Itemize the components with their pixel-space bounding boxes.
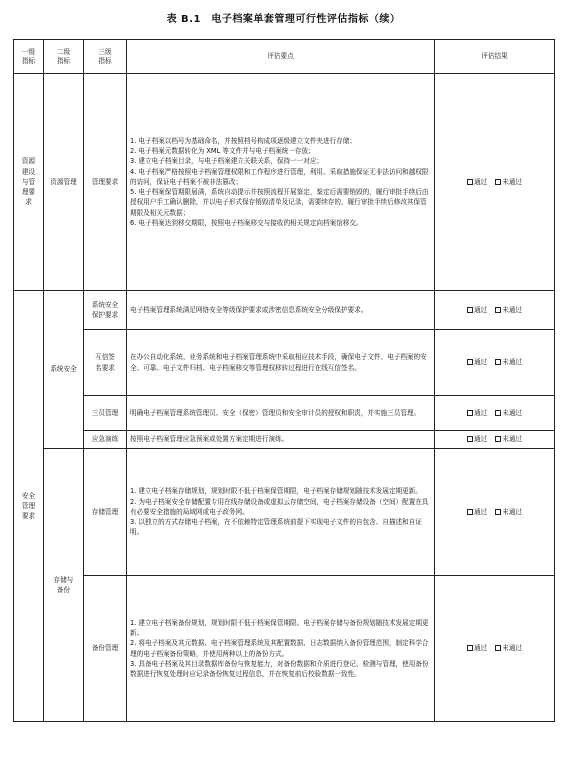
fail-checkbox[interactable]: 未通过 [495, 306, 522, 314]
fail-checkbox[interactable]: 未通过 [495, 178, 522, 186]
header-level3: 三级 指标 [84, 40, 127, 74]
level3-cell: 应急演练 [84, 431, 127, 449]
table-row [14, 576, 555, 722]
table-row [14, 74, 555, 291]
table-row [14, 431, 555, 449]
pass-checkbox[interactable]: 通过 [467, 358, 487, 366]
level1-cell: 安全 管理 要求 [14, 291, 44, 722]
points-cell: 1. 建立电子档案备份规划，规划时限不低于档案保管期限。电子档案存储与备份规划随技术发展定期更新。 2. 将电子档案及其元数据、电子档案管理系统及其配置数据、日志数据纳入备份管理范围，制定科学合理的电子档案备份策略，并使用两种以上的备份方式。 3. 具备电子档案及其目录数据库备份与恢复能力，对备份数据和介质进行登记、检测与管理，使用备份数据进行恢复处理时应记录备份恢复过程信息，并在恢复前后校验数据一致性。 [127, 576, 435, 722]
points-cell: 明确电子档案管理系统管理员、安全（保密）管理员和安全审计员的授权和职责，并实施三员管理。 [127, 396, 435, 431]
result-cell [435, 431, 555, 449]
pass-checkbox[interactable]: 通过 [467, 178, 487, 186]
points-cell: 按照电子档案管理应急预案或处置方案定期进行演练。 [127, 431, 435, 449]
level2-cell: 系统安全 [44, 291, 84, 449]
points-cell: 1. 建立电子档案存储规划，规划时限不低于档案保管期限，电子档案存储规划随技术发展定期更新。 2. 为电子档案安全存储配置专用在线存储设备或虚拟云存储空间，电子档案存储设备（空间）配置在具有必要安全措施的局域网或电子政务网。 3. 以独立的方式存储电子档案，在不依赖特定管理系统前提下实现电子文件的自包含、自描述和自证明。 [127, 449, 435, 576]
result-cell [435, 291, 555, 330]
pass-checkbox[interactable]: 通过 [467, 508, 487, 516]
result-cell [435, 576, 555, 722]
header-level1: 一级 指标 [14, 40, 44, 74]
points-cell: 电子档案管理系统满足网络安全等级保护要求或涉密信息系统安全分级保护要求。 [127, 291, 435, 330]
level2-cell: 存储与 备份 [44, 449, 84, 722]
pass-checkbox[interactable]: 通过 [467, 435, 487, 443]
level3-cell: 互信签 名要求 [84, 330, 127, 396]
level3-cell: 存储管理 [84, 449, 127, 576]
fail-checkbox[interactable]: 未通过 [495, 508, 522, 516]
fail-checkbox[interactable]: 未通过 [495, 435, 522, 443]
pass-checkbox[interactable]: 通过 [467, 409, 487, 417]
result-cell [435, 449, 555, 576]
result-cell [435, 74, 555, 291]
level3-cell: 三员管理 [84, 396, 127, 431]
table-row [14, 291, 555, 330]
header-result: 评估结果 [435, 40, 555, 74]
table-row [14, 330, 555, 396]
points-cell: 在办公自动化系统、业务系统和电子档案管理系统中采取相应技术手段，确保电子文件、电子档案的安全、可靠。电子文件归档、电子档案移交等管理权移转过程进行在线互信签名。 [127, 330, 435, 396]
fail-checkbox[interactable]: 未通过 [495, 409, 522, 417]
level3-cell: 备份管理 [84, 576, 127, 722]
table-row [14, 396, 555, 431]
pass-checkbox[interactable]: 通过 [467, 644, 487, 652]
result-cell [435, 396, 555, 431]
level1-cell: 资源 建设 与管 理要 求 [14, 74, 44, 291]
fail-checkbox[interactable]: 未通过 [495, 644, 522, 652]
level3-cell: 系统安全 保护要求 [84, 291, 127, 330]
header-level2: 二级 指标 [44, 40, 84, 74]
result-cell [435, 330, 555, 396]
table-title: 表 B.1 电子档案单套管理可行性评估指标（续） [166, 14, 401, 25]
level2-cell: 资源管理 [44, 74, 84, 291]
table-row [14, 449, 555, 576]
fail-checkbox[interactable]: 未通过 [495, 358, 522, 366]
evaluation-table [13, 39, 555, 722]
header-row [14, 40, 555, 74]
points-cell: 1. 电子档案以档号为基础命名，并按照档号构成项逐级建立文件夹进行存储； 2. 电子档案元数据转化为 XML 等文件并与电子档案统一存放； 3. 建立电子档案目录，与电子档案建立关联关系，保持一一对应； 4. 电子档案严格按照电子档案管理权限和工作程序进行管理，利用、采取措施保证无非法访问和越权限的访问，保证电子档案不被非法篡改； 5. 电子档案保管期限届满，系统自动提示并按照流程开展鉴定，鉴定后需要销毁的，履行审批手续后由授权用户手工确认删除，并以电子形式保存销毁清单及记录，需要续存的，履行审批手续后修改其保管期限及相关元数据； 6. 电子档案达到移交期限，按照电子档案移交与接收的相关规定向档案馆移交。 [127, 74, 435, 291]
level3-cell: 管理要求 [84, 74, 127, 291]
pass-checkbox[interactable]: 通过 [467, 306, 487, 314]
header-points: 评估要点 [127, 40, 435, 74]
